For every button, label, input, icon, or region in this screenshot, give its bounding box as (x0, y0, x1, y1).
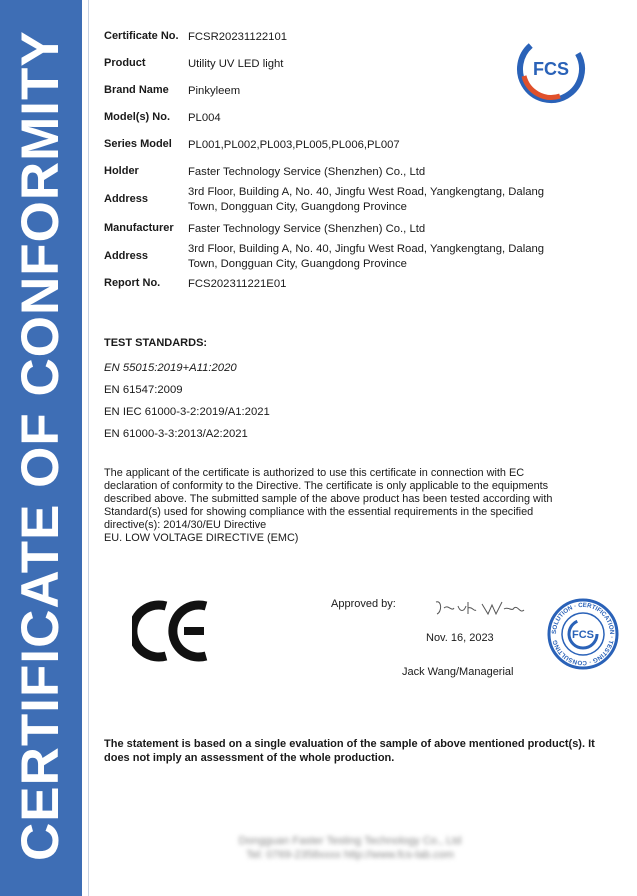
certificate-no-label: Certificate No. (104, 30, 179, 42)
fcs-logo-text: FCS (533, 59, 569, 79)
standard-item: EN IEC 61000-3-2:2019/A1:2021 (104, 406, 270, 418)
statement-line: described above. The submitted sample of the above product has been tested according with (104, 493, 553, 505)
seal-ring-text: SOLUTION · CERTIFICATION · TESTING · CONSULTING (550, 601, 616, 667)
model-value: PL004 (188, 112, 221, 124)
side-banner (0, 0, 82, 896)
footer-company: Dongguan Faster Testing Technology Co., Ltd (238, 835, 462, 847)
footer (140, 834, 560, 864)
approval-date: Nov. 16, 2023 (426, 632, 494, 644)
holder-address-line2: Town, Dongguan City, Guangdong Province (188, 201, 407, 213)
manufacturer-value: Faster Technology Service (Shenzhen) Co., Ltd (188, 223, 426, 235)
manufacturer-address-line1: 3rd Floor, Building A, No. 40, Jingfu West Road, Yangkengtang, Dalang (188, 243, 545, 255)
report-no-label: Report No. (104, 277, 161, 289)
statement-line: directive(s): 2014/30/EU Directive (104, 519, 267, 531)
statement-paragraph (104, 467, 604, 545)
series-model-label: Series Model (104, 138, 172, 150)
divider (88, 0, 89, 896)
product-value: Utility UV LED light (188, 58, 284, 70)
statement-line: The applicant of the certificate is authorized to use this certificate in connection with EC (104, 467, 525, 479)
standard-item: EN 61547:2009 (104, 384, 183, 396)
certificate-no-value: FCSR20231122101 (188, 31, 288, 43)
certification-seal-icon (547, 598, 619, 670)
test-standards-title: TEST STANDARDS: (104, 337, 208, 349)
holder-label: Holder (104, 165, 139, 177)
holder-address-label: Address (104, 193, 149, 205)
model-label: Model(s) No. (104, 111, 170, 123)
series-model-value: PL001,PL002,PL003,PL005,PL006,PL007 (188, 139, 400, 151)
disclaimer (104, 737, 604, 765)
statement-line: declaration of conformity to the Directive. The certificate is only applicable to the equipments (104, 480, 549, 492)
standard-item: EN 55015:2019+A11:2020 (104, 362, 237, 374)
standard-item: EN 61000-3-3:2013/A2:2021 (104, 428, 248, 440)
holder-address-line1: 3rd Floor, Building A, No. 40, Jingfu West Road, Yangkengtang, Dalang (188, 186, 545, 198)
manufacturer-address-label: Address (104, 250, 149, 262)
brand-name-value: Pinkyleem (188, 85, 241, 97)
footer-contact: Tel: 0769-2358xxxx http://www.fcs-lab.com (246, 849, 454, 861)
statement-line: Standard(s) used for showing compliance with the essential requirements in the specified (104, 506, 534, 518)
holder-value: Faster Technology Service (Shenzhen) Co., Ltd (188, 166, 426, 178)
product-label: Product (104, 57, 146, 69)
report-no-value: FCS202311221E01 (188, 278, 287, 290)
ce-mark-icon (132, 600, 212, 662)
manufacturer-address-line2: Town, Dongguan City, Guangdong Province (188, 258, 407, 270)
seal-center-text: FCS (572, 629, 594, 641)
side-banner-text: CERTIFICATE OF CONFORMITY (11, 30, 70, 861)
approved-by-label: Approved by: (331, 598, 396, 610)
brand-name-label: Brand Name (104, 84, 169, 96)
disclaimer-line: does not imply an assessment of the whole production. (104, 752, 395, 764)
signature-image (432, 596, 528, 620)
signer-name: Jack Wang/Managerial (402, 666, 514, 678)
manufacturer-label: Manufacturer (104, 222, 174, 234)
disclaimer-line: The statement is based on a single evaluation of the sample of above mentioned product(s). It (104, 738, 595, 750)
statement-line: EU. LOW VOLTAGE DIRECTIVE (EMC) (104, 532, 299, 544)
